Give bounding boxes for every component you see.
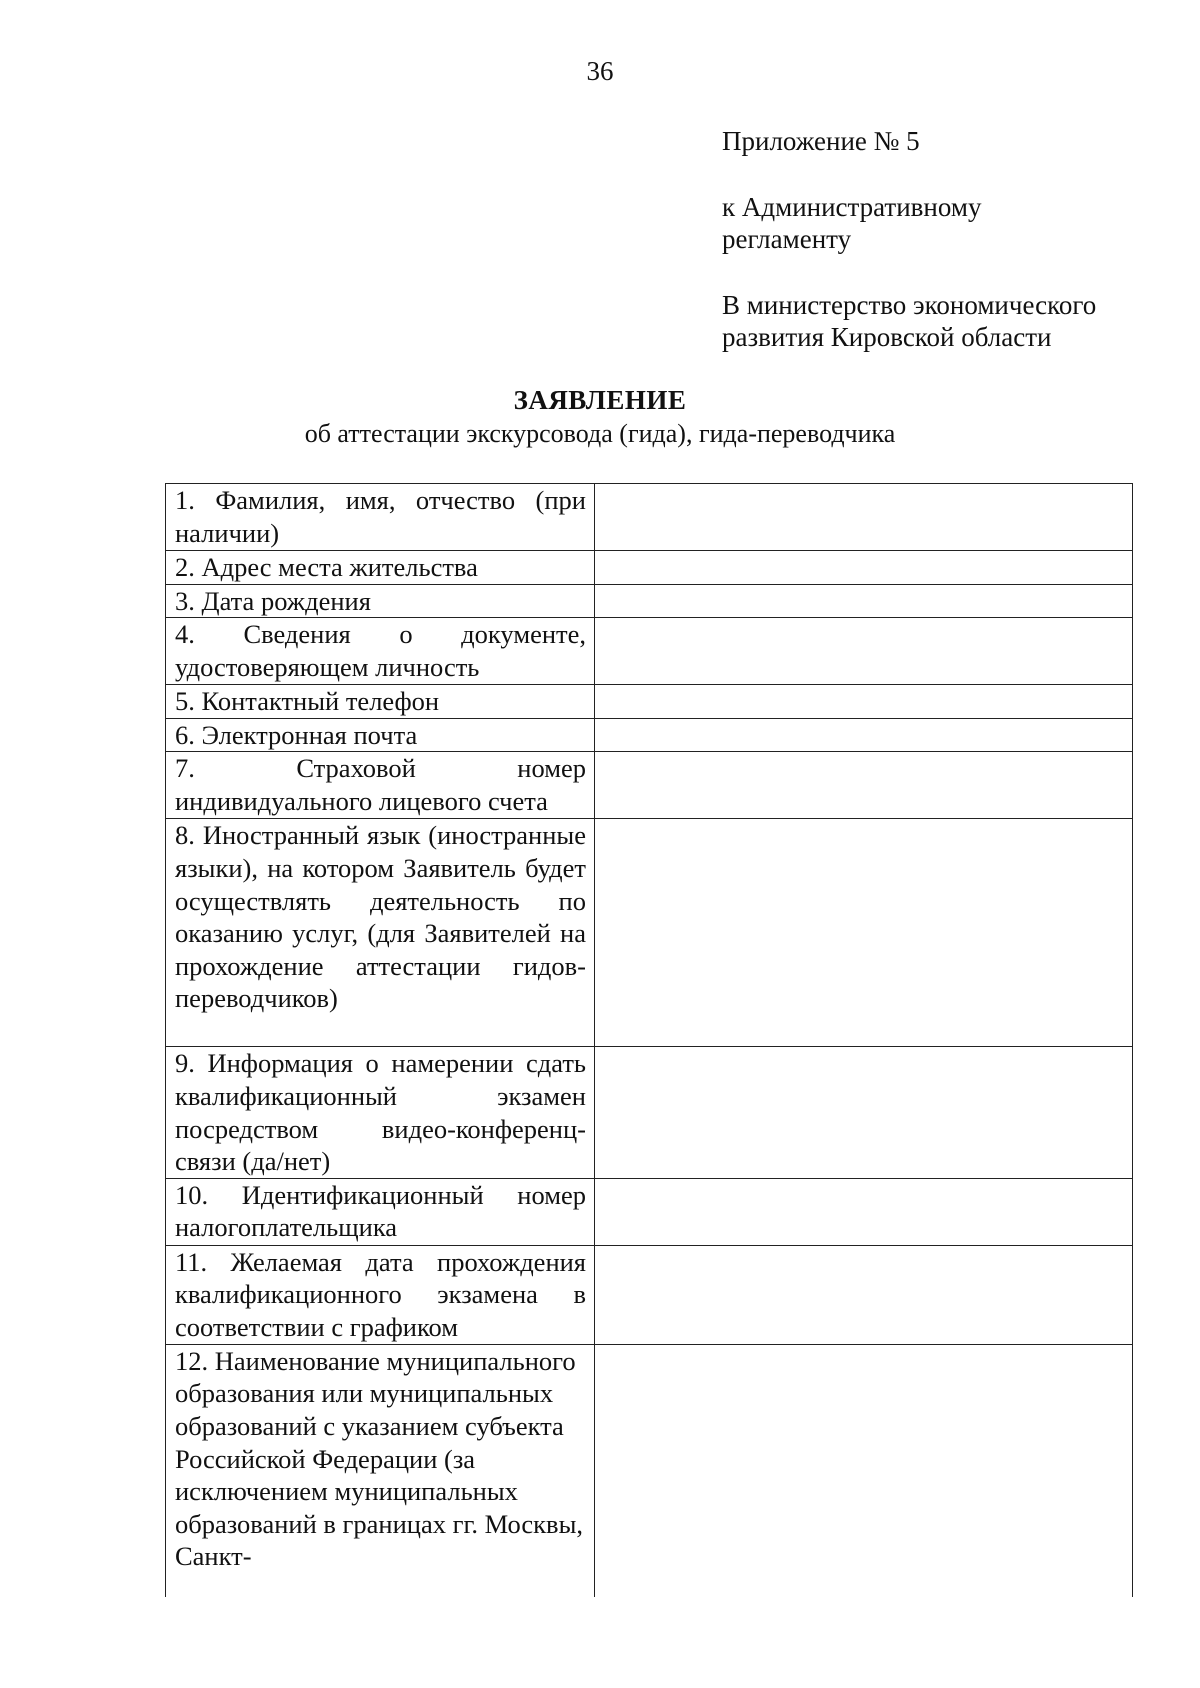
regulation-line: регламенту [722,224,852,254]
field-value[interactable] [595,1047,1133,1178]
regulation-line: к Административному [722,192,982,222]
field-label [166,551,595,585]
field-value[interactable] [595,819,1133,1047]
field-label [166,484,595,551]
table-row [166,718,1133,752]
field-label [166,718,595,752]
field-value[interactable] [595,618,1133,685]
regulation-reference [722,191,1162,255]
appendix-label: Приложение № 5 [722,126,920,156]
table-row [166,551,1133,585]
addressee-line: В министерство экономического [722,290,1097,320]
table-row [166,1047,1133,1178]
table-row [166,484,1133,551]
field-value[interactable] [595,718,1133,752]
table-row [166,584,1133,618]
field-label [166,1344,595,1597]
field-value[interactable] [595,752,1133,819]
table-row [166,618,1133,685]
field-label [166,685,595,719]
field-label-text: 5. Контактный телефон [175,686,440,717]
field-label [166,1178,595,1245]
field-label [166,1047,595,1178]
field-label-text: 2. Адрес места жительства [175,552,478,582]
document-title: ЗАЯВЛЕНИЕ [513,385,687,415]
field-label [166,584,595,618]
field-label [166,819,595,1047]
field-value[interactable] [595,1245,1133,1344]
field-label-text: 12. Наименование муниципального образования или муниципальных образований с указанием субъекта Российской Федерации (за исключением муниципальных образований в границах гг. Москвы, Санкт- [175,1345,583,1572]
table-row [166,752,1133,819]
field-label [166,618,595,685]
field-value[interactable] [595,1344,1133,1597]
field-value[interactable] [595,584,1133,618]
page-number: 36 [586,56,614,86]
field-label-text: 11. Желаемая дата прохождения квалификационного экзамена в соответствии с графиком [175,1246,586,1342]
field-label-text: 10. Идентификационный номер налогоплательщика [175,1179,586,1243]
field-label-text: 8. Иностранный язык (иностранные языки), на котором Заявитель будет осуществлять деятельность по оказанию услуг, (для Заявителей на прохождение аттестации гидов-переводчиков) [175,820,586,1014]
application-form-table [165,483,1133,1597]
field-value[interactable] [595,1178,1133,1245]
document-subtitle: об аттестации экскурсовода (гида), гида-переводчика [304,419,896,448]
table-row [166,1178,1133,1245]
field-label-text: 9. Информация о намерении сдать квалификационный экзамен посредством видео-конференц-связи (да/нет) [175,1048,586,1177]
addressee-line: развития Кировской области [722,322,1052,352]
field-label [166,1245,595,1344]
field-label-text: 7. Страховой номер индивидуального лицевого счета [175,753,586,816]
field-label-text: 4. Сведения о документе, удостоверяющем личность [175,619,586,682]
table-row [166,1344,1133,1597]
field-label-text: 6. Электронная почта [175,719,418,750]
field-value[interactable] [595,685,1133,719]
table-row [166,685,1133,719]
field-value[interactable] [595,484,1133,551]
addressee-block [722,289,1162,353]
table-row [166,819,1133,1047]
field-label-text: 3. Дата рождения [175,585,371,616]
table-row [166,1245,1133,1344]
field-value[interactable] [595,551,1133,585]
field-label [166,752,595,819]
field-label-text: 1. Фамилия, имя, отчество (при наличии) [175,485,586,548]
